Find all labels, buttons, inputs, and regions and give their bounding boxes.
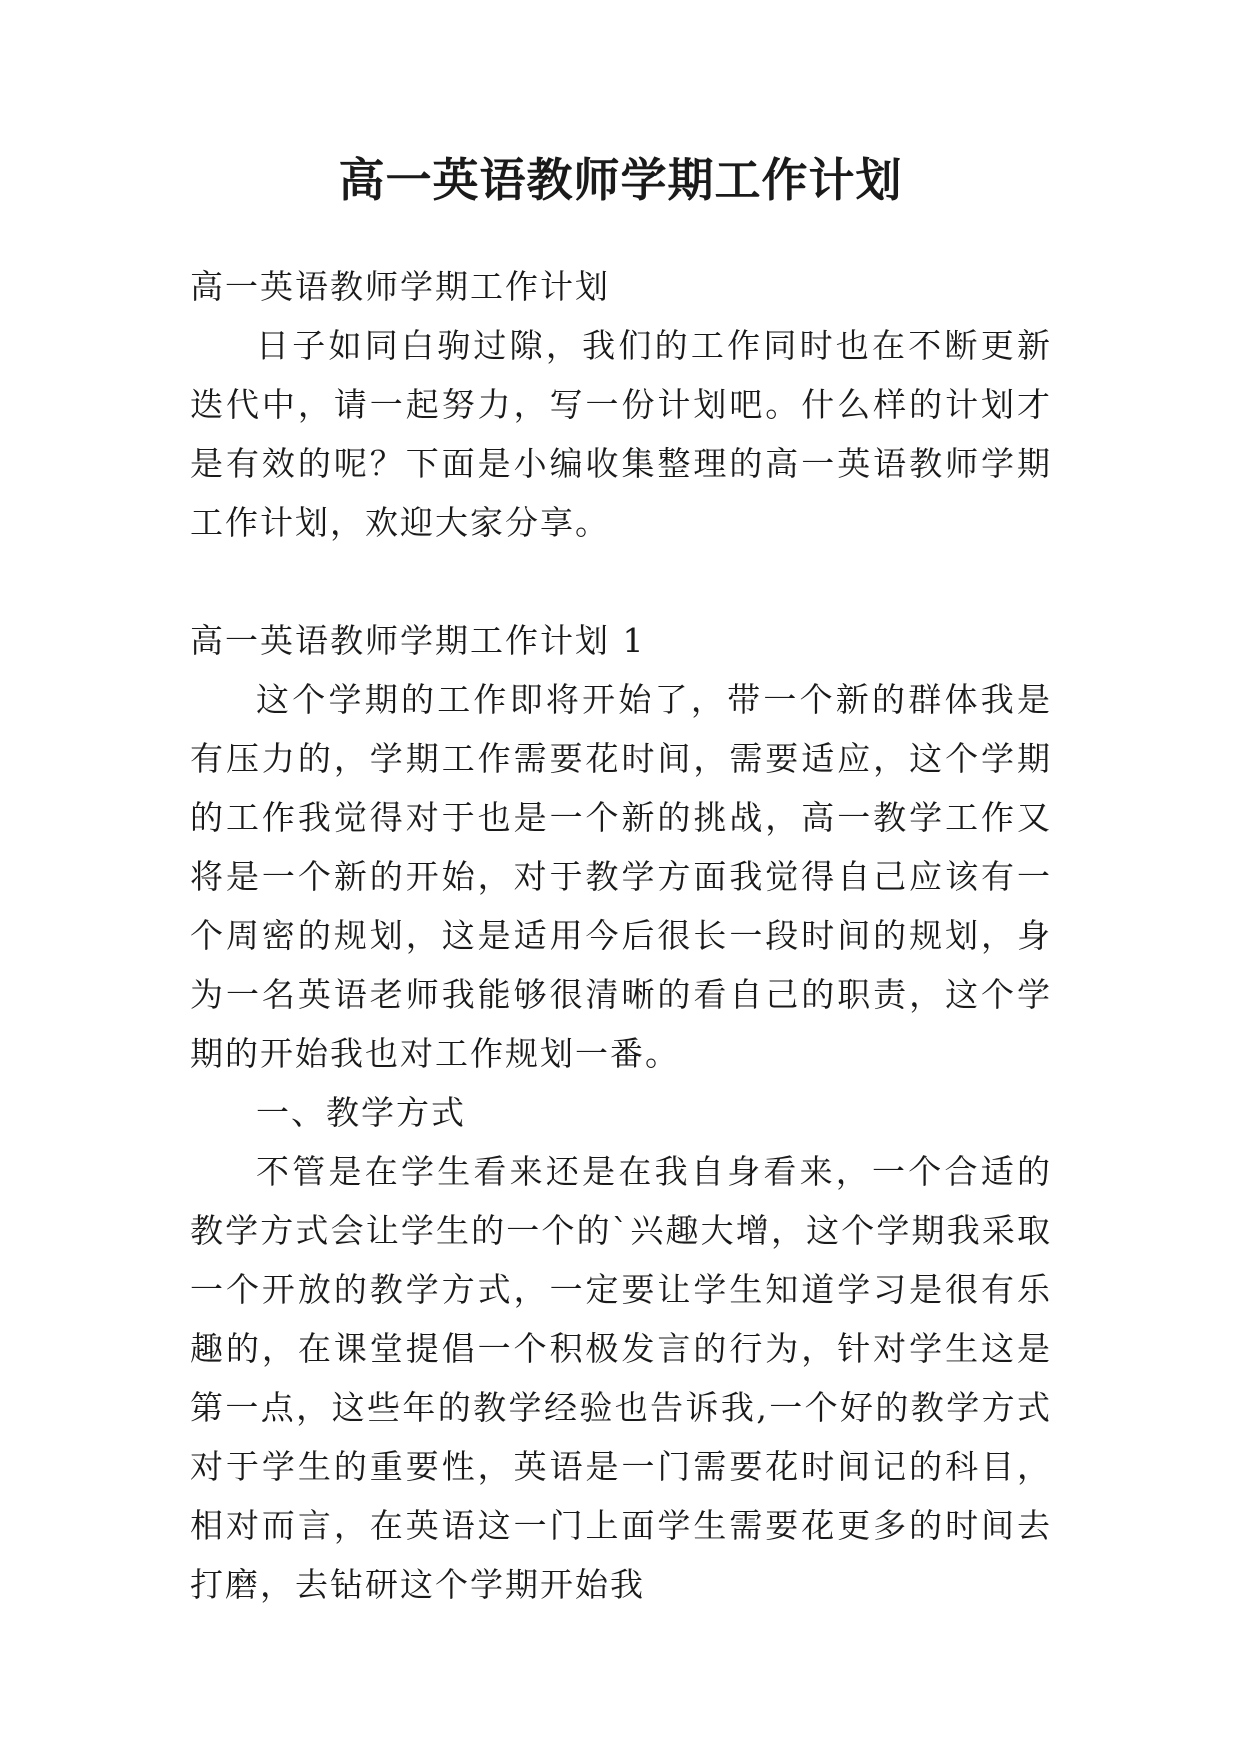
section-heading: 高一英语教师学期工作计划 1 — [190, 621, 646, 660]
subsection-heading: 一、教学方式 — [256, 1093, 466, 1132]
document-subtitle: 高一英语教师学期工作计划 — [190, 267, 610, 306]
intro-paragraph: 日子如同白驹过隙，我们的工作同时也在不断更新迭代中，请一起努力，写一份计划吧。什么样的计划才是有效的呢？下面是小编收集整理的高一英语教师学期工作计划，欢迎大家分享。 — [190, 326, 1052, 542]
document-title: 高一英语教师学期工作计划 — [338, 153, 903, 207]
document-body — [190, 257, 1052, 1614]
section-spacer — [190, 552, 1052, 611]
body-paragraph: 这个学期的工作即将开始了，带一个新的群体我是有压力的，学期工作需要花时间，需要适应，这个学期的工作我觉得对于也是一个新的挑战，高一教学工作又将是一个新的开始，对于教学方面我觉得自己应该有一个周密的规划，这是适用今后很长一段时间的规划，身为一名英语老师我能够很清晰的看自己的职责，这个学期的开始我也对工作规划一番。 — [190, 680, 1052, 1073]
body-paragraph: 不管是在学生看来还是在我自身看来，一个合适的教学方式会让学生的一个的`兴趣大增，这个学期我采取一个开放的教学方式，一定要让学生知道学习是很有乐趣的，在课堂提倡一个积极发言的行为，针对学生这是第一点，这些年的教学经验也告诉我,一个好的教学方式对于学生的重要性，英语是一门需要花时间记的科目，相对而言，在英语这一门上面学生需要花更多的时间去打磨，去钻研这个学期开始我 — [190, 1152, 1052, 1604]
